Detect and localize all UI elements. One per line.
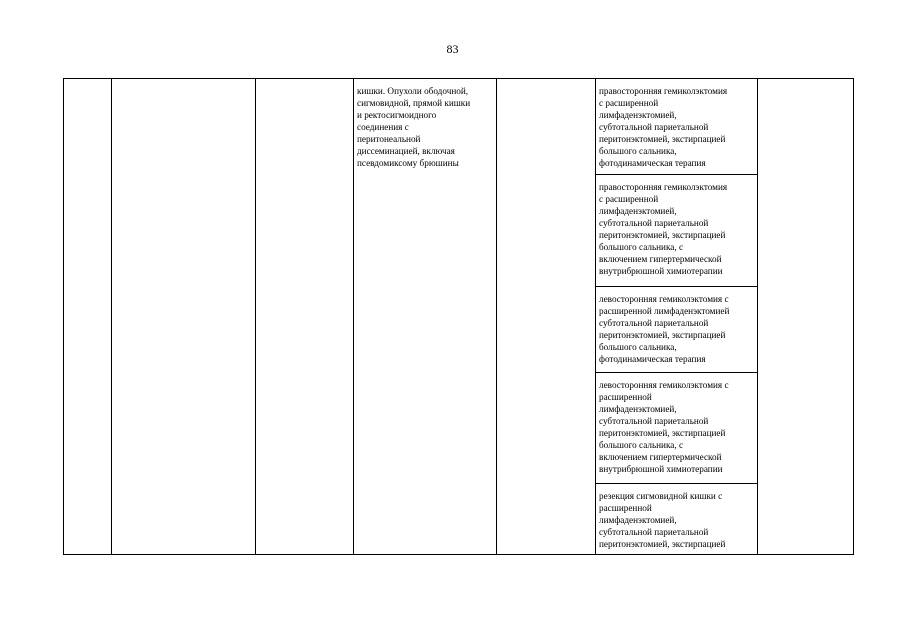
medical-procedures-table	[63, 78, 854, 555]
diagnosis-cell: кишки. Опухоли ободочной, сигмовидной, прямой кишки и ректосигмоидного соединения с перитонеальной диссеминацией, включая псевдомиксому брюшины	[357, 86, 471, 168]
row-divider	[595, 372, 758, 373]
page-number: 83	[446, 42, 459, 56]
table-border-bottom	[63, 554, 854, 555]
table-cell-empty	[497, 79, 595, 554]
row-divider	[595, 286, 758, 287]
table-cell-empty	[112, 79, 255, 554]
column-divider	[353, 78, 354, 555]
table-cell-empty	[64, 79, 111, 554]
treatment-method-cell: резекция сигмовидной кишки с расширенной лимфаденэктомией, субтотальной париетальной перитонэктомией, экстирпацией	[599, 491, 726, 549]
table-cell-empty	[256, 79, 353, 554]
table-border-right	[853, 78, 854, 555]
row-divider	[595, 483, 758, 484]
treatment-method-cell: правосторонняя гемиколэктомия с расширенной лимфаденэктомией, субтотальной париетальной перитонэктомией, экстирпацией большого сальника, с включением гипертермической внутрибрюшной химиотерапии	[599, 182, 728, 276]
table-cell-empty	[758, 79, 853, 554]
row-divider	[595, 174, 758, 175]
treatment-method-cell: левосторонняя гемиколэктомия с расширенной лимфаденэктомией субтотальной париетальной перитонэктомией, экстирпацией большого сальника, фотодинамическая терапия	[599, 294, 730, 364]
treatment-method-cell: левосторонняя гемиколэктомия с расширенной лимфаденэктомией, субтотальной париетальной перитонэктомией, экстирпацией большого сальника, с включением гипертермической внутрибрюшной химиотерапии	[599, 380, 729, 474]
treatment-method-cell: правосторонняя гемиколэктомия с расширенной лимфаденэктомией, субтотальной париетальной перитонэктомией, экстирпацией большого сальника, фотодинамическая терапия	[599, 86, 728, 168]
